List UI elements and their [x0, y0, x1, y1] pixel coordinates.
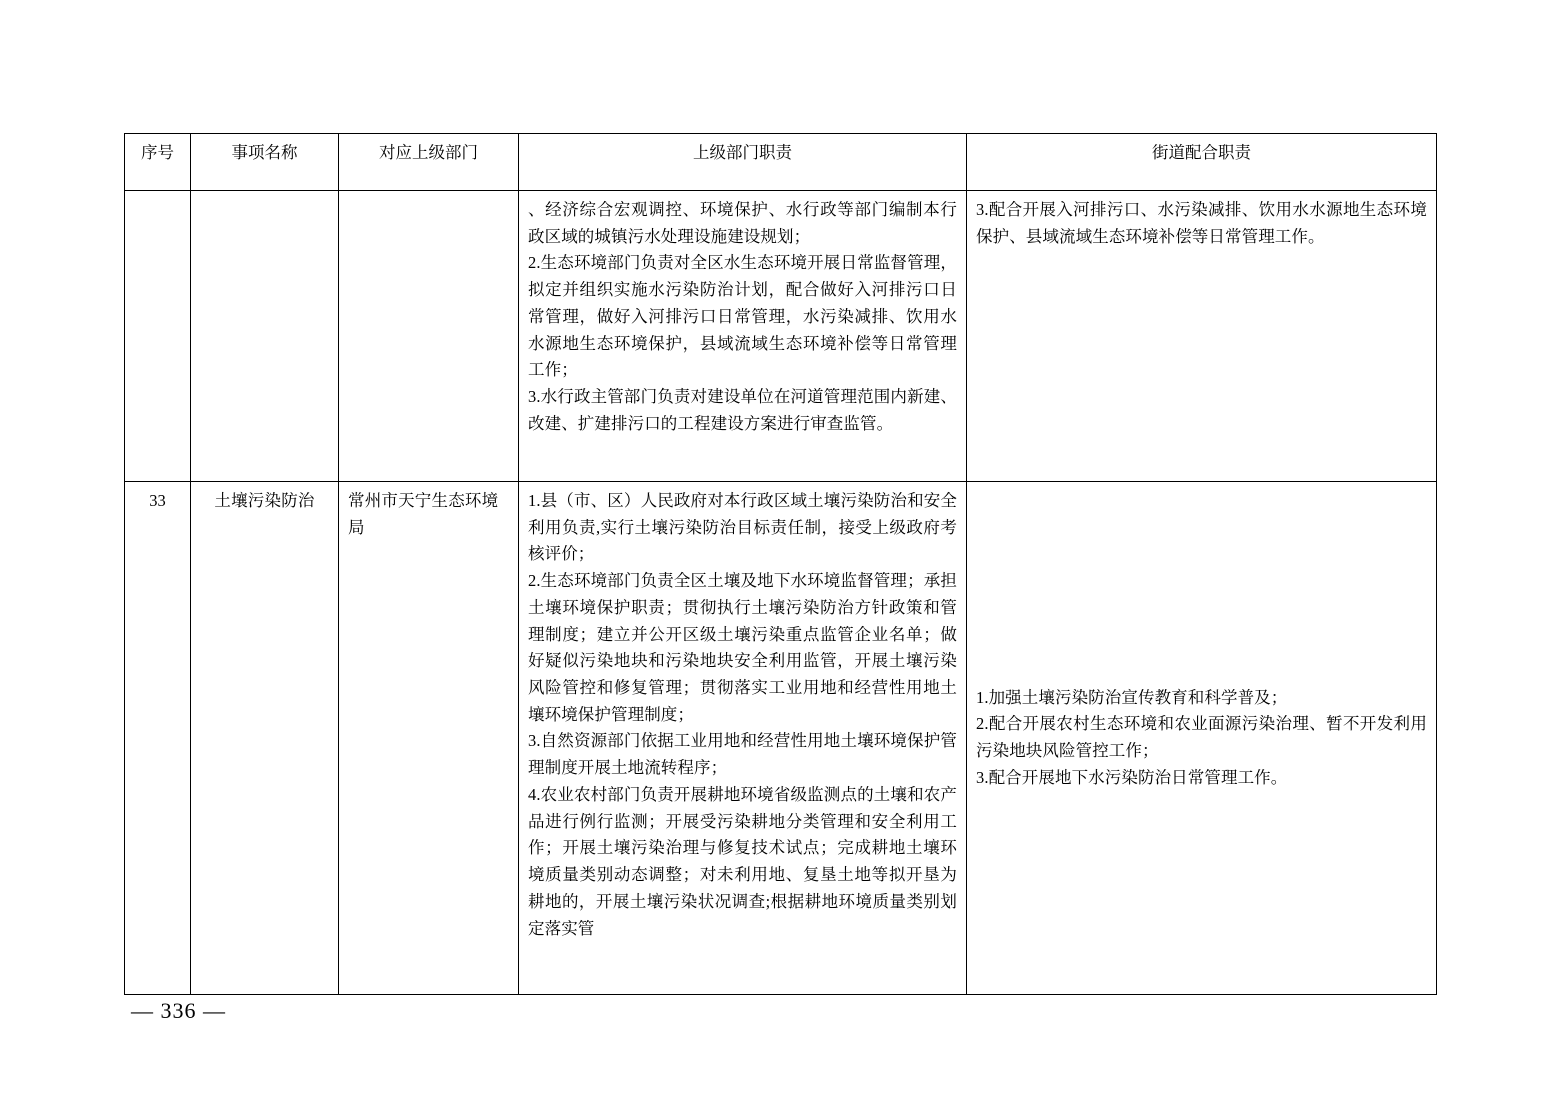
- column-header-upper-dept-duty: 上级部门职责: [519, 134, 967, 191]
- cell-item-name: 土壤污染防治: [191, 482, 339, 995]
- cell-street-duty: [967, 191, 1437, 482]
- cell-upper-dept-duty: [519, 482, 967, 995]
- duty-paragraph: 2.生态环境部门负责全区土壤及地下水环境监督管理；承担土壤环境保护职责；贯彻执行土壤污染防治方针政策和管理制度；建立并公开区级土壤污染重点监管企业名单；做好疑似污染地块和污染地块安全利用监管，开展土壤污染风险管控和修复管理；贯彻落实工业用地和经营性用地土壤环境保护管理制度；: [528, 571, 957, 724]
- cell-upper-dept: [339, 191, 519, 482]
- street-duty-paragraph: 2.配合开展农村生态环境和农业面源污染治理、暂不开发利用污染地块风险管控工作；: [976, 714, 1427, 760]
- cell-no: [125, 191, 191, 482]
- duty-paragraph: 1.县（市、区）人民政府对本行政区域土壤污染防治和安全利用负责,实行土壤污染防治目标责任制，接受上级政府考核评价；: [528, 491, 957, 564]
- street-duty-paragraph: 3.配合开展入河排污口、水污染减排、饮用水水源地生态环境保护、县域流域生态环境补偿等日常管理工作。: [976, 200, 1427, 246]
- cell-upper-dept: 常州市天宁生态环境局: [339, 482, 519, 995]
- street-duty-paragraph: 1.加强土壤污染防治宣传教育和科学普及；: [976, 687, 1288, 707]
- table-header: [125, 134, 1437, 191]
- street-duty-paragraph: 3.配合开展地下水污染防治日常管理工作。: [976, 767, 1288, 787]
- column-header-item-name: 事项名称: [191, 134, 339, 191]
- cell-street-duty: [967, 482, 1437, 995]
- cell-item-name: [191, 191, 339, 482]
- cell-no: 33: [125, 482, 191, 995]
- duty-paragraph: 、经济综合宏观调控、环境保护、水行政等部门编制本行政区域的城镇污水处理设施建设规划；: [528, 200, 957, 246]
- column-header-upper-dept: 对应上级部门: [339, 134, 519, 191]
- cell-upper-dept-duty: [519, 191, 967, 482]
- column-header-street-duty: 街道配合职责: [967, 134, 1437, 191]
- table-body: [125, 191, 1437, 995]
- responsibility-table: [124, 133, 1437, 995]
- duty-paragraph: 3.自然资源部门依据工业用地和经营性用地土壤环境保护管理制度开展土地流转程序；: [528, 731, 957, 778]
- duty-paragraph: 3.水行政主管部门负责对建设单位在河道管理范围内新建、改建、扩建排污口的工程建设方案进行审查监管。: [528, 387, 957, 433]
- column-header-no: 序号: [125, 134, 191, 191]
- duty-paragraph: 4.农业农村部门负责开展耕地环境省级监测点的土壤和农产品进行例行监测；开展受污染耕地分类管理和安全利用工作；开展土壤污染治理与修复技术试点；完成耕地土壤环境质量类别动态调整；对未利用地、复垦土地等拟开垦为耕地的，开展土壤污染状况调查;根据耕地环境质量类别划定落实管: [528, 784, 957, 938]
- page-number: — 336 —: [131, 998, 226, 1023]
- table-header-row: [125, 134, 1437, 191]
- table-row: [125, 191, 1437, 482]
- duty-paragraph: 2.生态环境部门负责对全区水生态环境开展日常监督管理，拟定并组织实施水污染防治计划，配合做好入河排污口日常管理，做好入河排污口日常管理，水污染减排、饮用水水源地生态环境保护，县域流域生态环境补偿等日常管理工作；: [528, 253, 957, 380]
- table-row: [125, 482, 1437, 995]
